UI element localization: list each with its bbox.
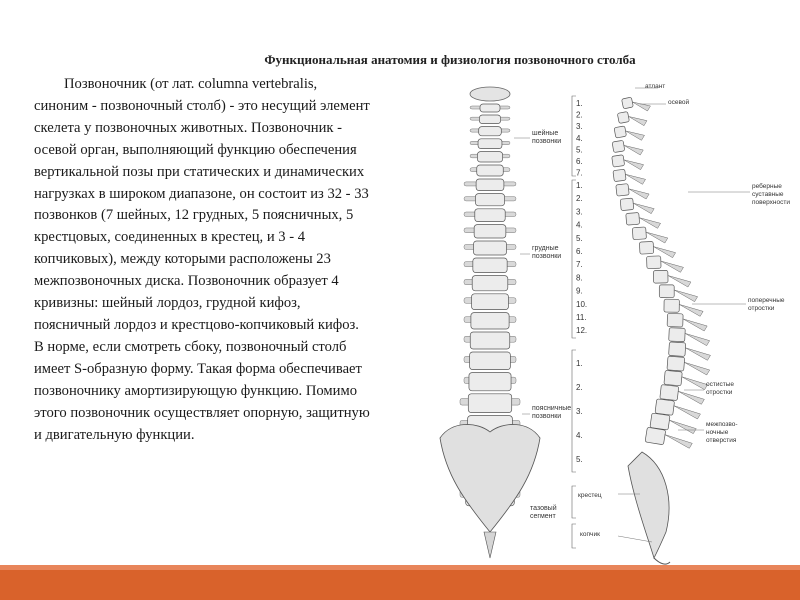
vertebra-number: 5.: [576, 233, 583, 243]
side-labels: [578, 83, 790, 538]
region-bracket: [572, 486, 576, 518]
front-vertebra: [480, 104, 500, 112]
front-vertebra: [472, 294, 509, 310]
side-spinous-process: [626, 131, 645, 140]
front-coccyx: [484, 532, 496, 558]
vertebra-number: 8.: [576, 273, 583, 283]
side-spinous-process: [624, 145, 643, 155]
front-vertebra: [479, 127, 502, 136]
vertebra-number: 5.: [576, 455, 583, 464]
front-vertebra: [476, 179, 504, 191]
side-vertebra: [669, 328, 686, 342]
front-vertebra: [474, 225, 506, 238]
side-vertebra: [612, 140, 625, 152]
side-vertebra: [622, 97, 634, 109]
vertebra-number: 2.: [576, 194, 583, 204]
side-vertebra: [647, 256, 662, 269]
vertebra-number: 2.: [576, 110, 583, 120]
bottom-accent-band: [0, 565, 800, 570]
vertebra-number: 5.: [576, 145, 583, 155]
side-vertebra: [659, 285, 674, 298]
side-vertebra: [617, 111, 629, 123]
front-atlas: [470, 87, 510, 101]
side-vertebra: [653, 270, 668, 283]
side-spinous-process: [665, 435, 693, 449]
cervical-numbers: [576, 99, 583, 178]
side-spinous-process: [639, 218, 660, 229]
side-vertebra: [664, 299, 679, 312]
label-foramen-3: отверстия: [706, 437, 737, 444]
side-spinous-process: [678, 391, 704, 404]
vertebra-number: 9.: [576, 286, 583, 296]
side-spinous-process: [684, 362, 710, 375]
front-vertebra: [470, 332, 510, 349]
vertebra-number: 7.: [576, 168, 583, 178]
label-costal-3: поверхности: [752, 199, 790, 206]
side-vertebra: [667, 356, 685, 371]
label-cervical-2: позвонки: [532, 138, 562, 145]
side-spinous-process: [682, 377, 708, 390]
side-vertebra: [667, 313, 683, 327]
slide-title: Функциональная анатомия и физиология позвоночного столба: [264, 52, 636, 67]
label-sacral-1: тазовый: [530, 505, 557, 512]
vertebra-number: 4.: [576, 431, 583, 440]
side-spinous-process: [625, 174, 645, 184]
label-sacral-2: сегмент: [530, 513, 556, 520]
label-atlas: атлант: [645, 83, 666, 90]
label-costal-2: суставные: [752, 191, 784, 198]
front-vertebra: [479, 115, 500, 124]
body-paragraph: Позвоночник (от лат. columna vertebralis, синоним - позвоночный столб) - это несущий элемент скелета у позвоночных животных. Позвоночник - осевой орган, выполняющий функцию обеспечения вертикальной позы при статических и динамических нагрузках в широком диапазоне, он состоит из 32 - 33 позвонков (7 шейных, 12 грудных, 5 поясничных, 5 крестцовых, соединенных в крестец, и 3 - 4 копчиковых), между которыми расположены 23 межпозвоночных диска. Позвоночник образует 4 кривизны: шейный лордоз, грудной кифоз, поясничный лордоз и крестцово-копчиковый кифоз. В норме, если смотреть сбоку, позвоночный столб имеет S-образную форму. Такая форма обеспечивает позвоночнику амортизирующую функцию. Помимо этого позвоночник осуществляет опорную, защитную и двигательную функции.: [34, 76, 370, 443]
side-vertebra: [660, 385, 679, 401]
side-spinous-process: [669, 420, 696, 434]
side-vertebra: [620, 198, 634, 211]
side-vertebra: [669, 342, 686, 357]
vertebra-number: 4.: [576, 220, 583, 230]
vertebra-number: 3.: [576, 207, 583, 217]
front-vertebra: [477, 165, 504, 176]
vertebra-number: 6.: [576, 247, 583, 256]
vertebra-number: 3.: [576, 122, 583, 132]
label-transverse-1: поперечные: [748, 297, 785, 304]
side-vertebra: [614, 126, 626, 138]
vertebra-number: 2.: [576, 383, 583, 392]
front-sacrum: [440, 424, 540, 532]
side-vertebra: [616, 184, 629, 197]
label-foramen-2: ночные: [706, 429, 729, 436]
side-vertebra: [626, 212, 640, 225]
side-view-spine: [612, 88, 750, 564]
lumbar-numbers: [576, 359, 583, 464]
front-labels: [530, 129, 571, 520]
side-vertebra: [632, 227, 646, 240]
side-spinous-process: [685, 348, 710, 361]
label-thoracic-2: позвонки: [532, 253, 562, 260]
vertebra-number: 1.: [576, 99, 583, 108]
label-sacrum: крестец: [578, 492, 602, 499]
front-vertebra: [475, 209, 505, 222]
side-vertebra: [650, 413, 670, 430]
front-vertebra: [478, 139, 502, 149]
front-vertebra: [470, 352, 511, 370]
vertebra-number: 7.: [576, 260, 583, 270]
front-vertebra: [477, 152, 502, 162]
front-view-spine: [440, 87, 540, 558]
side-vertebra: [645, 427, 666, 445]
front-vertebra: [473, 258, 507, 273]
label-lumbar-2: позвонки: [532, 413, 562, 420]
side-spinous-process: [683, 319, 707, 331]
side-vertebra: [612, 155, 625, 167]
front-vertebra: [474, 241, 507, 255]
side-spinous-process: [674, 406, 701, 419]
vertebra-number: 1.: [576, 181, 583, 190]
label-spinous-1: остистые: [706, 381, 734, 388]
vertebra-number: 1.: [576, 359, 583, 368]
side-spinous-process: [624, 160, 644, 170]
label-coccyx: копчик: [580, 531, 600, 538]
vertebra-number: 4.: [576, 133, 583, 143]
vertebra-number: 12.: [576, 326, 588, 336]
front-vertebra: [475, 194, 504, 206]
front-vertebra: [472, 276, 508, 291]
label-cervical-1: шейные: [532, 130, 559, 137]
side-sacrum: [628, 452, 669, 558]
front-vertebra: [471, 313, 509, 329]
bottom-accent-bar: [0, 565, 800, 600]
side-spinous-process: [629, 189, 650, 199]
side-vertebra: [664, 370, 682, 386]
side-spinous-process: [633, 203, 654, 213]
front-vertebra: [468, 394, 511, 413]
label-thoracic-1: грудные: [532, 245, 559, 252]
side-vertebra: [655, 399, 675, 416]
vertebra-number: 11.: [576, 313, 587, 322]
label-axis: осевой: [668, 99, 690, 106]
vertebra-number: 10.: [576, 299, 588, 309]
label-costal-1: реберные: [752, 183, 782, 190]
side-coccyx: [654, 558, 670, 564]
side-spinous-process: [629, 116, 647, 125]
region-bracket: [572, 524, 576, 548]
thoracic-numbers: [576, 181, 587, 335]
vertebra-number: 6.: [576, 157, 583, 166]
side-spinous-process: [685, 333, 710, 345]
side-spinous-process: [632, 102, 650, 111]
label-lumbar-1: поясничные: [532, 405, 572, 412]
label-transverse-2: отростки: [748, 305, 775, 312]
vertebra-number: 3.: [576, 407, 583, 416]
spine-figure: [430, 80, 798, 570]
label-spinous-2: отростки: [706, 389, 733, 396]
side-vertebra: [639, 241, 653, 254]
front-vertebra: [469, 373, 511, 391]
side-vertebra: [613, 169, 626, 181]
label-foramen-1: межпозво-: [706, 421, 738, 428]
